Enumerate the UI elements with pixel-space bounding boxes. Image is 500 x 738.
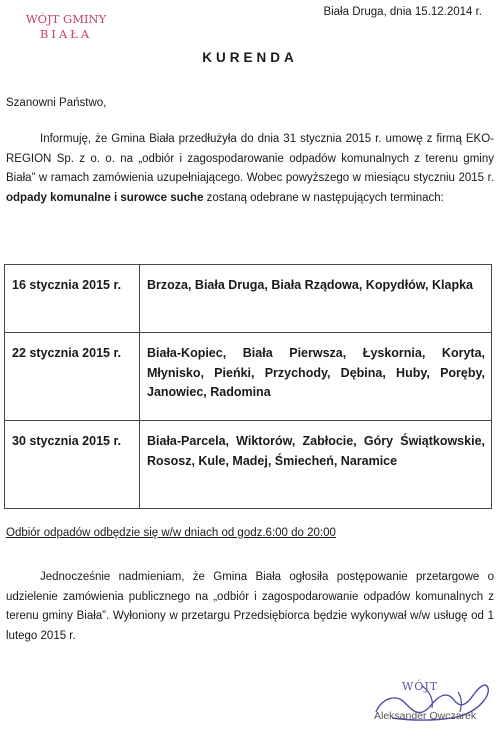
schedule-places: Brzoza, Biała Druga, Biała Rządowa, Kopydłów, Klapka	[140, 265, 492, 333]
stamp-line-2: BIAŁA	[39, 27, 93, 41]
intro-bold-phrase: odpady komunalne i surowce suche	[6, 191, 204, 204]
schedule-places: Biała-Parcela, Wiktorów, Zabłocie, Góry Świątkowskie, Rososz, Kule, Madej, Śmiecheń, Naramice	[140, 421, 492, 509]
schedule-row	[5, 333, 492, 421]
collection-schedule-table	[4, 264, 492, 509]
schedule-row	[5, 421, 492, 509]
signature-block	[362, 668, 498, 734]
intro-text-a: Informuję, że Gmina Biała przedłużyła do dnia 31 stycznia 2015 r. umowę z firmą EKO-REGION Sp. z o. o. na „odbiór i zagospodarowanie odpadów komunalnych z terenu gminy Biała” w ramach zamówienia uzupełniającego. Wobec powyższego w miesiącu styczniu 2015 r.	[6, 133, 494, 184]
signature-name: Aleksander Owczarek	[374, 710, 477, 722]
intro-paragraph	[6, 130, 494, 208]
schedule-date: 16 stycznia 2015 r.	[5, 265, 140, 333]
schedule-places: Biała-Kopiec, Biała Pierwsza, Łyskornia, Koryta, Młynisko, Pieńki, Przychody, Dębina, Huby, Poręby, Janowiec, Radomina	[140, 333, 492, 421]
schedule-date: 30 stycznia 2015 r.	[5, 421, 140, 509]
tender-text: Jednocześnie nadmieniam, że Gmina Biała ogłosiła postępowanie przetargowe o udzielenie zamówienia publicznego na „odbiór i zagospodarowanie odpadów komunalnych z terenu gminy Biała”. Wyłoniony w przetargu Przedsiębiorca będzie wykonywał w/w usługę od 1 lutego 2015 r.	[6, 571, 494, 642]
intro-text-b: zostaną odebrane w następujących terminach:	[203, 191, 444, 204]
office-stamp	[14, 12, 118, 42]
stamp-line-1: WÓJT GMINY	[25, 12, 107, 26]
greeting: Szanowni Państwo,	[6, 97, 107, 109]
signature-title: WÓJT	[402, 680, 439, 693]
handwritten-signature	[362, 668, 498, 734]
collection-hours-note: Odbiór odpadów odbędzie się w/w dniach od godz.6:00 do 20:00	[6, 527, 336, 539]
schedule-date: 22 stycznia 2015 r.	[5, 333, 140, 421]
schedule-row	[5, 265, 492, 333]
tender-paragraph	[6, 568, 494, 646]
document-title: KURENDA	[202, 50, 298, 65]
place-and-date: Biała Druga, dnia 15.12.2014 r.	[323, 6, 482, 18]
